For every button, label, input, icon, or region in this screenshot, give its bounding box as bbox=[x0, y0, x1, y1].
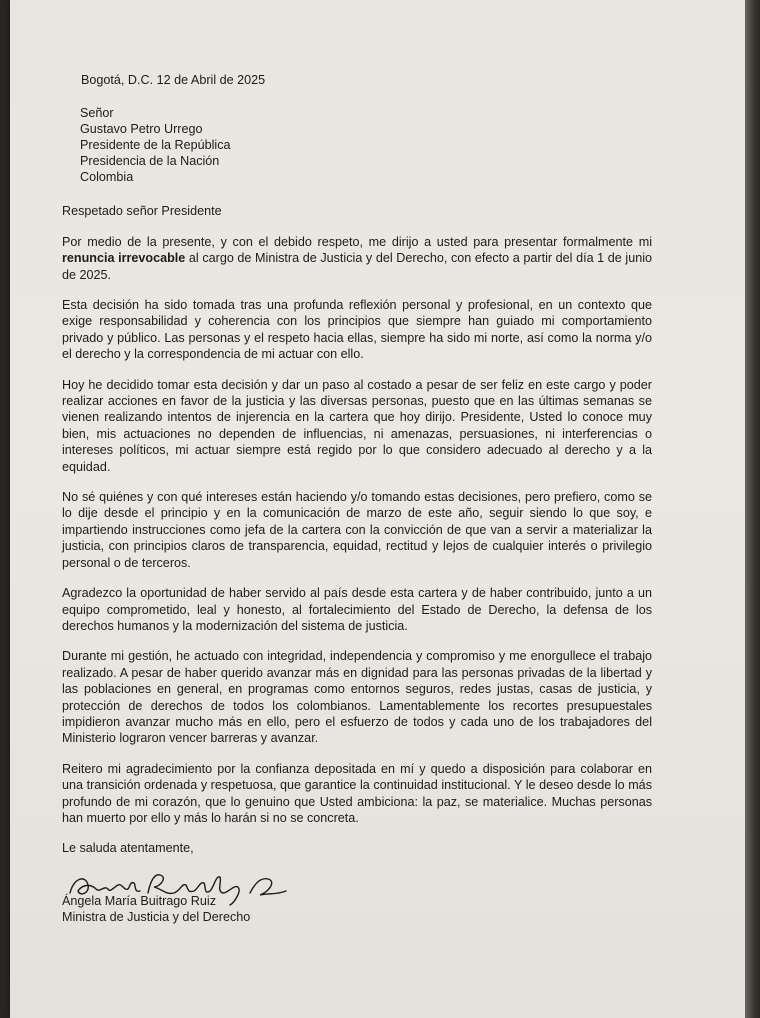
recipient-name: Gustavo Petro Urrego bbox=[80, 122, 203, 137]
paragraph-1-emphasis: renuncia irrevocable bbox=[62, 251, 186, 266]
signature-block bbox=[62, 875, 652, 926]
paragraph-6: Durante mi gestión, he actuado con integridad, independencia y compromiso y me enorgullece el trabajo realizado. A pesar de haber querido avanzar más en dignidad para las personas privadas de la libertad y las poblaciones en general, en programas como entornos seguros, redes justas, casas de justicia, y protección de derechos de todos los colombianos. Lamentablemente los recortes presupuestales impidieron avanzar mucho más en ello, pero el esfuerzo de todos y cada uno de los trabajadores del Ministerio lograron vencer barreras y avanzar. bbox=[62, 649, 652, 746]
paragraph-3: Hoy he decidido tomar esta decisión y dar un paso al costado a pesar de ser feliz en este cargo y poder realizar acciones en favor de la justicia y las diversas personas, puesto que en las últimas semanas se vienen realizando intentos de injerencia en la cartera que hoy dirijo. Presidente, Usted lo conoce muy bien, mis actuaciones no dependen de influencias, ni amenazas, persuasiones, ni interferencias o intereses políticos, mi actuar siempre está regido por lo que considero adecuado al derecho y a la equidad. bbox=[62, 377, 652, 474]
recipient-country: Colombia bbox=[80, 169, 134, 184]
recipient-office: Presidencia de la Nación bbox=[80, 153, 220, 168]
letter-date: Bogotá, D.C. 12 de Abril de 2025 bbox=[81, 73, 266, 87]
paragraph-4: No sé quiénes y con qué intereses están haciendo y/o tomando estas decisiones, pero prefiero, como se lo dije desde el principio y en la comunicación de marzo de este año, seguir siendo lo que soy, e impartiendo instrucciones como jefa de la cartera con la convicción de que van a servir a materializar la justicia, con principios claros de transparencia, equidad, rectitud y lejos de cualquier interés o privilegio personal o de terceros. bbox=[62, 490, 652, 570]
recipient-title: Presidente de la República bbox=[80, 138, 231, 152]
closing-line: Le saluda atentamente, bbox=[62, 841, 194, 856]
signer-name: Ángela María Buitrago Ruiz bbox=[62, 893, 217, 908]
signer-title: Ministra de Justicia y del Derecho bbox=[62, 910, 251, 925]
recipient-honorific: Señor bbox=[80, 106, 114, 121]
salutation: Respetado señor Presidente bbox=[62, 204, 222, 219]
letter-page bbox=[10, 0, 745, 1018]
paragraph-1-rest: al cargo de Ministra de Justicia y del Derecho, con efecto a partir del día 1 de junio de 2025. bbox=[62, 251, 653, 282]
background-edge bbox=[745, 0, 760, 1018]
handwritten-signature-icon bbox=[64, 863, 294, 907]
letter-body bbox=[62, 72, 652, 926]
paragraph-2: Esta decisión ha sido tomada tras una profunda reflexión personal y profesional, en un contexto que exige responsabilidad y coherencia con los principios que siempre han guiado mi comportamiento privado y público. Las personas y el respeto hacia ellas, siempre ha sido mi norte, así como la norma y/o el derecho y la correspondencia de mi actuar con ello. bbox=[62, 298, 652, 362]
recipient-block bbox=[80, 106, 652, 185]
paragraph-7: Reitero mi agradecimiento por la confianza depositada en mí y quedo a disposición para colaborar en una transición ordenada y respetuosa, que garantice la continuidad institucional. Y le deseo desde lo más profundo de mi corazón, que lo genuino que Usted ambiciona: la paz, se materialice. Muchas personas han muerto por ello y más lo harán si no se concreta. bbox=[62, 761, 652, 825]
paragraph-1-intro: Por medio de la presente, y con el debido respeto, me dirijo a usted para presentar formalmente mi bbox=[62, 234, 652, 249]
paragraph-5: Agradezco la oportunidad de haber servido al país desde esta cartera y de haber contribuido, junto a un equipo comprometido, leal y honesto, al fortalecimiento del Estado de Derecho, la defensa de los derechos humanos y la modernización del sistema de justicia. bbox=[62, 586, 652, 633]
paragraph-1 bbox=[62, 234, 652, 283]
